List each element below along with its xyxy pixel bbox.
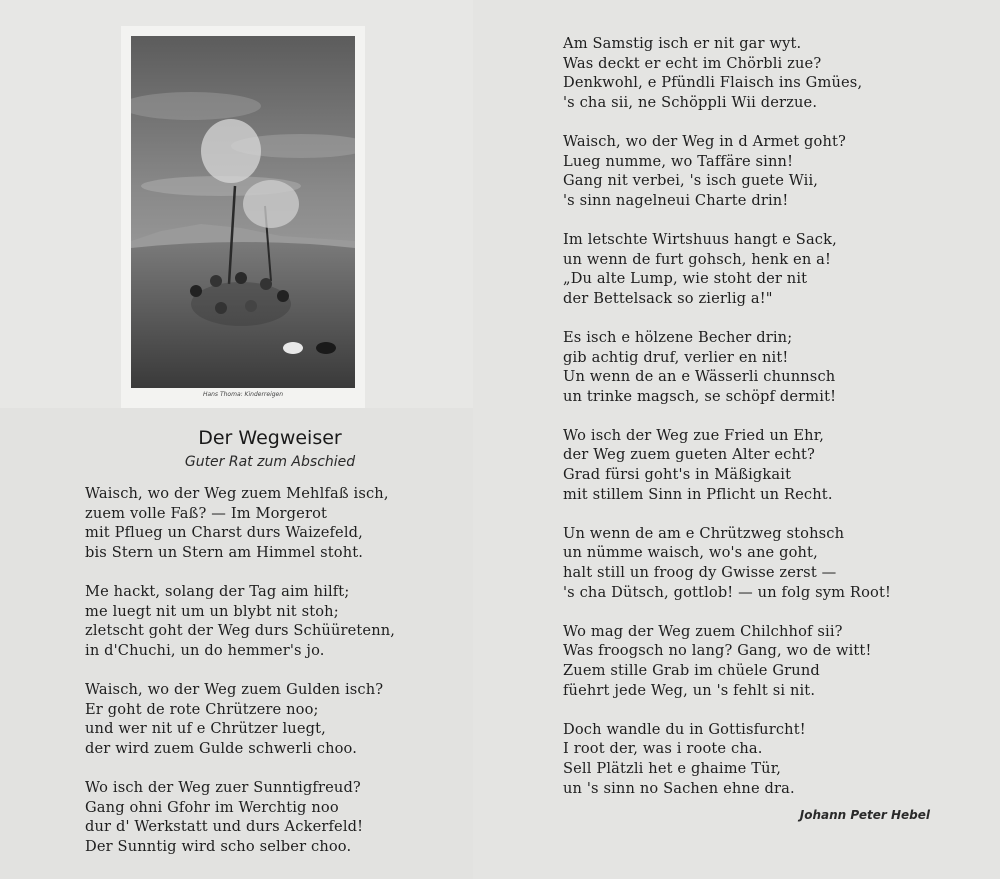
poem-line: Lueg numme, wo Taffäre sinn!	[563, 152, 794, 170]
poem-line: füehrt jede Weg, un 's fehlt si nit.	[563, 681, 816, 699]
stanza	[85, 778, 395, 856]
poem-line: gib achtig druf, verlier en nit!	[563, 348, 789, 366]
stanza	[563, 426, 891, 504]
illustration-plate	[121, 26, 365, 408]
poem-line: in d'Chuchi, un do hemmer's jo.	[85, 641, 325, 659]
poem-line: 's cha sii, ne Schöppli Wii derzue.	[563, 93, 818, 111]
stanza	[85, 680, 395, 758]
poem-line: Es isch e hölzene Becher drin;	[563, 328, 793, 346]
stanza	[563, 132, 891, 210]
poem-line: un wenn de furt gohsch, henk en a!	[563, 250, 832, 268]
stanza	[563, 230, 891, 308]
poem-line: Un wenn de am e Chrützweg stohsch	[563, 524, 845, 542]
stanza	[563, 720, 891, 798]
poem-line: zuem volle Faß? — Im Morgerot	[85, 504, 328, 522]
poem-line: Un wenn de an e Wässerli chunnsch	[563, 368, 836, 386]
poem-line: Waisch, wo der Weg zuem Mehlfaß isch,	[85, 485, 389, 502]
poem-line: un trinke magsch, se schöpf dermit!	[563, 387, 837, 405]
poem-line: der Weg zuem gueten Alter echt?	[563, 446, 816, 464]
stanza	[85, 484, 395, 562]
poem-line: 's sinn nagelneui Charte drin!	[563, 191, 789, 209]
poem-line: mit Pflueg un Charst durs Waizefeld,	[85, 524, 363, 542]
stanza	[563, 328, 891, 406]
poem-line: Er goht de rote Chrützere noo;	[85, 700, 319, 718]
poem-line: „Du alte Lump, wie stoht der nit	[563, 270, 808, 288]
poem-line: und wer nit uf e Chrützer luegt,	[85, 720, 326, 738]
poem-line: dur d' Werkstatt und durs Ackerfeld!	[85, 818, 364, 836]
stanza	[563, 524, 891, 602]
poem-subtitle: Guter Rat zum Abschied	[184, 454, 356, 470]
stanza	[563, 622, 891, 700]
poem-line: der Bettelsack so zierlig a!"	[563, 289, 773, 307]
poem-line: Wo isch der Weg zue Fried un Ehr,	[563, 426, 825, 444]
poem-line: der wird zuem Gulde schwerli choo.	[85, 739, 358, 757]
poem-line: Am Samstig isch er nit gar wyt.	[563, 35, 802, 52]
poem-line: Gang ohni Gfohr im Werchtig noo	[85, 798, 339, 816]
poem-line: Wo isch der Weg zuer Sunntigfreud?	[85, 778, 361, 796]
illustration-children-dance	[131, 36, 355, 388]
poem-line: Grad fürsi goht's in Mäßigkait	[563, 466, 792, 484]
poem-line: Wo mag der Weg zuem Chilchhof sii?	[563, 622, 843, 640]
poem-line: 's cha Dütsch, gottlob! — un folg sym Root!	[563, 583, 891, 601]
poem-line: zletscht goht der Weg durs Schüüretenn,	[85, 622, 396, 640]
poem-line: Im letschte Wirtshuus hangt e Sack,	[563, 230, 837, 248]
poem-line: Sell Plätzli het e ghaime Tür,	[563, 759, 782, 777]
stanza	[563, 34, 891, 112]
poem-line: me luegt nit um un blybt nit stoh;	[85, 602, 339, 620]
poem-line: Waisch, wo der Weg in d Armet goht?	[563, 132, 847, 150]
poem-line: Gang nit verbei, 's isch guete Wii,	[563, 172, 819, 190]
poem-line: Der Sunntig wird scho selber choo.	[85, 837, 352, 855]
poem-line: bis Stern un Stern am Himmel stoht.	[85, 543, 364, 561]
poem-line: halt still un froog dy Gwisse zerst —	[563, 564, 837, 582]
poem-line: un nümme waisch, wo's ane goht,	[563, 544, 818, 562]
poem-line: Doch wandle du in Gottisfurcht!	[563, 720, 806, 738]
poem-line: Me hackt, solang der Tag aim hilft;	[85, 582, 350, 600]
poem-title: Der Wegweiser	[198, 427, 342, 449]
poem-line: un 's sinn no Sachen ehne dra.	[563, 779, 795, 797]
stanza	[85, 582, 395, 660]
illustration-caption: Hans Thoma: Kinderreigen	[202, 391, 284, 398]
poem-right-column	[563, 34, 891, 818]
poem-line: Denkwohl, e Pfündli Flaisch ins Gmües,	[563, 74, 863, 92]
poem-left-column	[85, 484, 395, 876]
poem-line: Zuem stille Grab im chüele Grund	[563, 662, 820, 679]
author-signature: Johann Peter Hebel	[799, 808, 930, 822]
poem-line: mit stillem Sinn in Pflicht un Recht.	[563, 485, 833, 503]
poem-line: Was deckt er echt im Chörbli zue?	[563, 54, 822, 72]
poem-line: Waisch, wo der Weg zuem Gulden isch?	[85, 680, 384, 698]
poem-line: I root der, was i roote cha.	[563, 740, 763, 758]
poem-line: Was froogsch no lang? Gang, wo de witt!	[563, 642, 872, 660]
